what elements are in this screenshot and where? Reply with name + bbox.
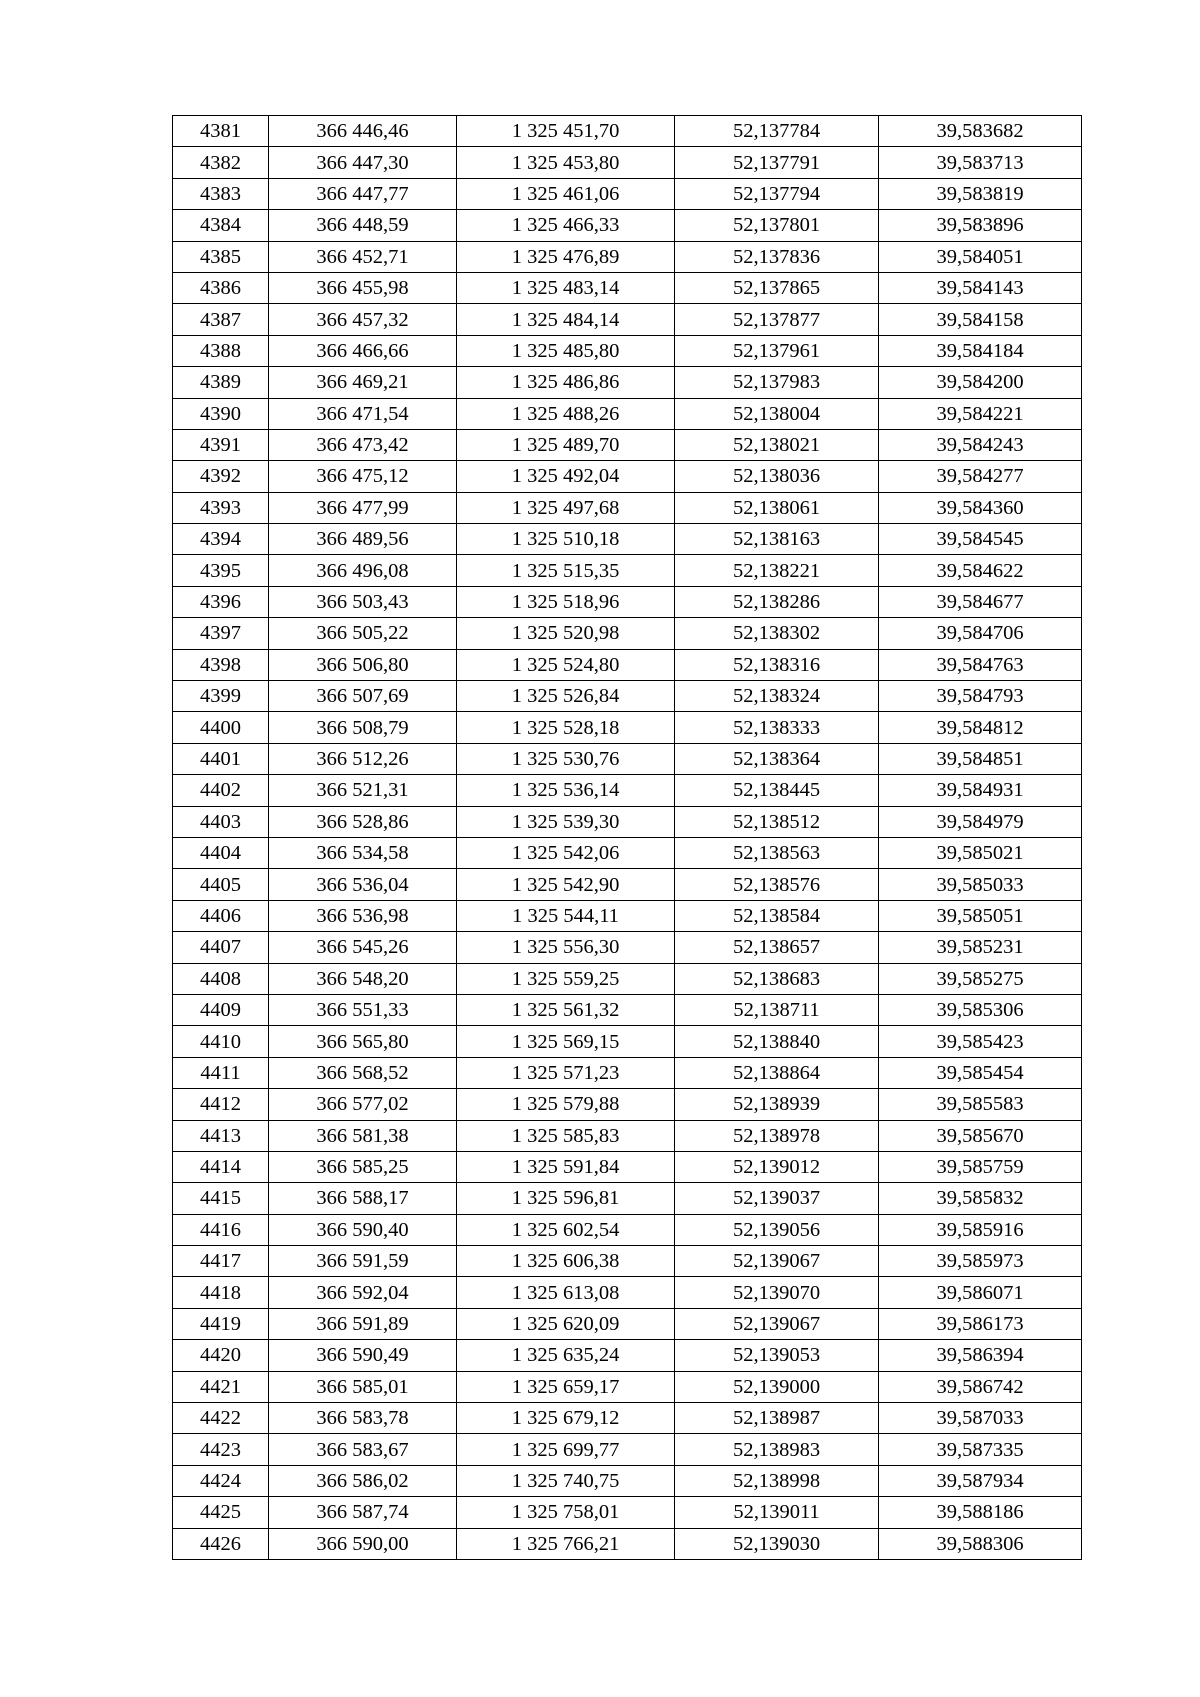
coord-y-cell: 1 325 561,32	[457, 994, 675, 1025]
point-number-cell: 4416	[173, 1214, 269, 1245]
longitude-cell: 39,586071	[879, 1277, 1082, 1308]
longitude-cell: 39,585275	[879, 963, 1082, 994]
latitude-cell: 52,137877	[675, 304, 879, 335]
table-row	[173, 994, 1082, 1025]
coord-x-cell: 366 565,80	[269, 1026, 457, 1057]
table-row	[173, 1057, 1082, 1088]
longitude-cell: 39,588306	[879, 1528, 1082, 1559]
coord-x-cell: 366 585,25	[269, 1151, 457, 1182]
table-row	[173, 681, 1082, 712]
longitude-cell: 39,584763	[879, 649, 1082, 680]
table-row	[173, 712, 1082, 743]
coord-y-cell: 1 325 484,14	[457, 304, 675, 335]
coord-y-cell: 1 325 613,08	[457, 1277, 675, 1308]
table-row	[173, 1403, 1082, 1434]
point-number-cell: 4396	[173, 586, 269, 617]
point-number-cell: 4384	[173, 210, 269, 241]
table-row	[173, 775, 1082, 806]
coord-x-cell: 366 506,80	[269, 649, 457, 680]
coord-x-cell: 366 489,56	[269, 524, 457, 555]
point-number-cell: 4423	[173, 1434, 269, 1465]
latitude-cell: 52,138563	[675, 837, 879, 868]
table-row	[173, 900, 1082, 931]
table-row	[173, 241, 1082, 272]
coord-y-cell: 1 325 635,24	[457, 1340, 675, 1371]
latitude-cell: 52,138364	[675, 743, 879, 774]
coord-x-cell: 366 583,67	[269, 1434, 457, 1465]
table-row	[173, 932, 1082, 963]
coord-x-cell: 366 473,42	[269, 429, 457, 460]
longitude-cell: 39,584677	[879, 586, 1082, 617]
coord-x-cell: 366 590,49	[269, 1340, 457, 1371]
longitude-cell: 39,584812	[879, 712, 1082, 743]
longitude-cell: 39,588186	[879, 1497, 1082, 1528]
latitude-cell: 52,138978	[675, 1120, 879, 1151]
coord-x-cell: 366 469,21	[269, 367, 457, 398]
point-number-cell: 4419	[173, 1308, 269, 1339]
latitude-cell: 52,139011	[675, 1497, 879, 1528]
coord-y-cell: 1 325 530,76	[457, 743, 675, 774]
longitude-cell: 39,584243	[879, 429, 1082, 460]
coord-x-cell: 366 583,78	[269, 1403, 457, 1434]
coord-y-cell: 1 325 526,84	[457, 681, 675, 712]
coord-y-cell: 1 325 485,80	[457, 335, 675, 366]
coord-y-cell: 1 325 585,83	[457, 1120, 675, 1151]
point-number-cell: 4382	[173, 147, 269, 178]
latitude-cell: 52,139067	[675, 1246, 879, 1277]
point-number-cell: 4403	[173, 806, 269, 837]
table-row	[173, 1465, 1082, 1496]
point-number-cell: 4397	[173, 618, 269, 649]
coord-y-cell: 1 325 488,26	[457, 398, 675, 429]
point-number-cell: 4391	[173, 429, 269, 460]
longitude-cell: 39,585231	[879, 932, 1082, 963]
longitude-cell: 39,585306	[879, 994, 1082, 1025]
coord-y-cell: 1 325 591,84	[457, 1151, 675, 1182]
latitude-cell: 52,139053	[675, 1340, 879, 1371]
point-number-cell: 4411	[173, 1057, 269, 1088]
latitude-cell: 52,138683	[675, 963, 879, 994]
longitude-cell: 39,586394	[879, 1340, 1082, 1371]
point-number-cell: 4405	[173, 869, 269, 900]
coord-y-cell: 1 325 596,81	[457, 1183, 675, 1214]
longitude-cell: 39,584158	[879, 304, 1082, 335]
latitude-cell: 52,139070	[675, 1277, 879, 1308]
coord-x-cell: 366 503,43	[269, 586, 457, 617]
longitude-cell: 39,584979	[879, 806, 1082, 837]
longitude-cell: 39,585033	[879, 869, 1082, 900]
coord-y-cell: 1 325 486,86	[457, 367, 675, 398]
latitude-cell: 52,137865	[675, 272, 879, 303]
longitude-cell: 39,584851	[879, 743, 1082, 774]
latitude-cell: 52,138840	[675, 1026, 879, 1057]
latitude-cell: 52,138512	[675, 806, 879, 837]
coord-x-cell: 366 581,38	[269, 1120, 457, 1151]
longitude-cell: 39,584622	[879, 555, 1082, 586]
coord-x-cell: 366 591,59	[269, 1246, 457, 1277]
coord-x-cell: 366 505,22	[269, 618, 457, 649]
coord-y-cell: 1 325 602,54	[457, 1214, 675, 1245]
coordinates-table-body	[173, 116, 1082, 1560]
coord-y-cell: 1 325 510,18	[457, 524, 675, 555]
longitude-cell: 39,585832	[879, 1183, 1082, 1214]
coord-x-cell: 366 588,17	[269, 1183, 457, 1214]
longitude-cell: 39,587335	[879, 1434, 1082, 1465]
longitude-cell: 39,584051	[879, 241, 1082, 272]
coord-y-cell: 1 325 740,75	[457, 1465, 675, 1496]
coord-y-cell: 1 325 539,30	[457, 806, 675, 837]
coord-y-cell: 1 325 571,23	[457, 1057, 675, 1088]
coord-x-cell: 366 452,71	[269, 241, 457, 272]
table-row	[173, 1089, 1082, 1120]
point-number-cell: 4408	[173, 963, 269, 994]
longitude-cell: 39,585021	[879, 837, 1082, 868]
coord-x-cell: 366 536,04	[269, 869, 457, 900]
latitude-cell: 52,138324	[675, 681, 879, 712]
longitude-cell: 39,583682	[879, 116, 1082, 147]
point-number-cell: 4401	[173, 743, 269, 774]
latitude-cell: 52,138286	[675, 586, 879, 617]
coord-y-cell: 1 325 620,09	[457, 1308, 675, 1339]
table-row	[173, 304, 1082, 335]
table-row	[173, 555, 1082, 586]
table-row	[173, 837, 1082, 868]
coord-y-cell: 1 325 579,88	[457, 1089, 675, 1120]
coord-x-cell: 366 528,86	[269, 806, 457, 837]
point-number-cell: 4398	[173, 649, 269, 680]
point-number-cell: 4390	[173, 398, 269, 429]
coord-x-cell: 366 446,46	[269, 116, 457, 147]
coord-x-cell: 366 590,40	[269, 1214, 457, 1245]
latitude-cell: 52,138711	[675, 994, 879, 1025]
longitude-cell: 39,587033	[879, 1403, 1082, 1434]
coord-x-cell: 366 508,79	[269, 712, 457, 743]
latitude-cell: 52,138021	[675, 429, 879, 460]
coord-y-cell: 1 325 766,21	[457, 1528, 675, 1559]
table-row	[173, 1277, 1082, 1308]
coord-x-cell: 366 590,00	[269, 1528, 457, 1559]
latitude-cell: 52,138163	[675, 524, 879, 555]
table-row	[173, 1026, 1082, 1057]
coord-y-cell: 1 325 659,17	[457, 1371, 675, 1402]
coord-y-cell: 1 325 518,96	[457, 586, 675, 617]
table-row	[173, 429, 1082, 460]
coord-y-cell: 1 325 544,11	[457, 900, 675, 931]
coord-y-cell: 1 325 489,70	[457, 429, 675, 460]
latitude-cell: 52,138036	[675, 461, 879, 492]
point-number-cell: 4381	[173, 116, 269, 147]
latitude-cell: 52,137983	[675, 367, 879, 398]
latitude-cell: 52,138983	[675, 1434, 879, 1465]
point-number-cell: 4414	[173, 1151, 269, 1182]
longitude-cell: 39,584545	[879, 524, 1082, 555]
longitude-cell: 39,584184	[879, 335, 1082, 366]
table-row	[173, 1497, 1082, 1528]
point-number-cell: 4387	[173, 304, 269, 335]
table-row	[173, 178, 1082, 209]
point-number-cell: 4392	[173, 461, 269, 492]
latitude-cell: 52,137836	[675, 241, 879, 272]
coord-y-cell: 1 325 606,38	[457, 1246, 675, 1277]
latitude-cell: 52,138221	[675, 555, 879, 586]
table-row	[173, 461, 1082, 492]
longitude-cell: 39,584221	[879, 398, 1082, 429]
latitude-cell: 52,138864	[675, 1057, 879, 1088]
point-number-cell: 4388	[173, 335, 269, 366]
coord-y-cell: 1 325 679,12	[457, 1403, 675, 1434]
latitude-cell: 52,138576	[675, 869, 879, 900]
latitude-cell: 52,139037	[675, 1183, 879, 1214]
latitude-cell: 52,138445	[675, 775, 879, 806]
table-row	[173, 586, 1082, 617]
coord-x-cell: 366 512,26	[269, 743, 457, 774]
table-row	[173, 1434, 1082, 1465]
point-number-cell: 4393	[173, 492, 269, 523]
longitude-cell: 39,583713	[879, 147, 1082, 178]
point-number-cell: 4404	[173, 837, 269, 868]
coord-x-cell: 366 447,77	[269, 178, 457, 209]
longitude-cell: 39,585670	[879, 1120, 1082, 1151]
longitude-cell: 39,584143	[879, 272, 1082, 303]
point-number-cell: 4418	[173, 1277, 269, 1308]
coord-x-cell: 366 448,59	[269, 210, 457, 241]
point-number-cell: 4412	[173, 1089, 269, 1120]
point-number-cell: 4399	[173, 681, 269, 712]
point-number-cell: 4386	[173, 272, 269, 303]
coord-x-cell: 366 457,32	[269, 304, 457, 335]
coord-x-cell: 366 548,20	[269, 963, 457, 994]
coord-y-cell: 1 325 476,89	[457, 241, 675, 272]
latitude-cell: 52,137961	[675, 335, 879, 366]
latitude-cell: 52,138316	[675, 649, 879, 680]
longitude-cell: 39,584360	[879, 492, 1082, 523]
longitude-cell: 39,586173	[879, 1308, 1082, 1339]
point-number-cell: 4409	[173, 994, 269, 1025]
coord-x-cell: 366 477,99	[269, 492, 457, 523]
coord-x-cell: 366 536,98	[269, 900, 457, 931]
table-row	[173, 869, 1082, 900]
point-number-cell: 4389	[173, 367, 269, 398]
coord-y-cell: 1 325 559,25	[457, 963, 675, 994]
longitude-cell: 39,586742	[879, 1371, 1082, 1402]
coord-y-cell: 1 325 542,90	[457, 869, 675, 900]
point-number-cell: 4395	[173, 555, 269, 586]
coord-y-cell: 1 325 556,30	[457, 932, 675, 963]
coord-x-cell: 366 551,33	[269, 994, 457, 1025]
table-row	[173, 1340, 1082, 1371]
table-row	[173, 649, 1082, 680]
latitude-cell: 52,138004	[675, 398, 879, 429]
coord-x-cell: 366 568,52	[269, 1057, 457, 1088]
point-number-cell: 4402	[173, 775, 269, 806]
longitude-cell: 39,584931	[879, 775, 1082, 806]
coord-y-cell: 1 325 492,04	[457, 461, 675, 492]
point-number-cell: 4425	[173, 1497, 269, 1528]
coord-y-cell: 1 325 520,98	[457, 618, 675, 649]
point-number-cell: 4424	[173, 1465, 269, 1496]
table-row	[173, 1120, 1082, 1151]
point-number-cell: 4415	[173, 1183, 269, 1214]
table-row	[173, 524, 1082, 555]
table-row	[173, 1183, 1082, 1214]
table-row	[173, 1308, 1082, 1339]
point-number-cell: 4413	[173, 1120, 269, 1151]
coord-x-cell: 366 545,26	[269, 932, 457, 963]
coord-y-cell: 1 325 466,33	[457, 210, 675, 241]
latitude-cell: 52,139056	[675, 1214, 879, 1245]
longitude-cell: 39,585051	[879, 900, 1082, 931]
point-number-cell: 4385	[173, 241, 269, 272]
longitude-cell: 39,585759	[879, 1151, 1082, 1182]
table-row	[173, 116, 1082, 147]
latitude-cell: 52,137791	[675, 147, 879, 178]
coord-y-cell: 1 325 461,06	[457, 178, 675, 209]
coord-x-cell: 366 447,30	[269, 147, 457, 178]
point-number-cell: 4417	[173, 1246, 269, 1277]
table-row	[173, 1151, 1082, 1182]
point-number-cell: 4406	[173, 900, 269, 931]
coord-x-cell: 366 471,54	[269, 398, 457, 429]
coord-y-cell: 1 325 699,77	[457, 1434, 675, 1465]
latitude-cell: 52,138987	[675, 1403, 879, 1434]
coord-x-cell: 366 475,12	[269, 461, 457, 492]
latitude-cell: 52,138061	[675, 492, 879, 523]
table-row	[173, 806, 1082, 837]
coord-x-cell: 366 534,58	[269, 837, 457, 868]
point-number-cell: 4383	[173, 178, 269, 209]
point-number-cell: 4407	[173, 932, 269, 963]
coord-y-cell: 1 325 536,14	[457, 775, 675, 806]
longitude-cell: 39,585583	[879, 1089, 1082, 1120]
coord-x-cell: 366 592,04	[269, 1277, 457, 1308]
coord-x-cell: 366 586,02	[269, 1465, 457, 1496]
point-number-cell: 4422	[173, 1403, 269, 1434]
latitude-cell: 52,138333	[675, 712, 879, 743]
table-row	[173, 1214, 1082, 1245]
table-row	[173, 272, 1082, 303]
latitude-cell: 52,137784	[675, 116, 879, 147]
coord-x-cell: 366 587,74	[269, 1497, 457, 1528]
point-number-cell: 4421	[173, 1371, 269, 1402]
table-row	[173, 210, 1082, 241]
point-number-cell: 4400	[173, 712, 269, 743]
latitude-cell: 52,138302	[675, 618, 879, 649]
table-row	[173, 1246, 1082, 1277]
longitude-cell: 39,585423	[879, 1026, 1082, 1057]
point-number-cell: 4426	[173, 1528, 269, 1559]
table-row	[173, 963, 1082, 994]
coord-x-cell: 366 521,31	[269, 775, 457, 806]
longitude-cell: 39,583819	[879, 178, 1082, 209]
coord-y-cell: 1 325 497,68	[457, 492, 675, 523]
latitude-cell: 52,137794	[675, 178, 879, 209]
latitude-cell: 52,138584	[675, 900, 879, 931]
coord-y-cell: 1 325 542,06	[457, 837, 675, 868]
coord-y-cell: 1 325 758,01	[457, 1497, 675, 1528]
coord-x-cell: 366 585,01	[269, 1371, 457, 1402]
longitude-cell: 39,585454	[879, 1057, 1082, 1088]
latitude-cell: 52,139012	[675, 1151, 879, 1182]
table-row	[173, 335, 1082, 366]
table-row	[173, 743, 1082, 774]
longitude-cell: 39,587934	[879, 1465, 1082, 1496]
latitude-cell: 52,139000	[675, 1371, 879, 1402]
table-row	[173, 492, 1082, 523]
coord-y-cell: 1 325 451,70	[457, 116, 675, 147]
table-row	[173, 618, 1082, 649]
coord-x-cell: 366 591,89	[269, 1308, 457, 1339]
longitude-cell: 39,585973	[879, 1246, 1082, 1277]
latitude-cell: 52,138939	[675, 1089, 879, 1120]
longitude-cell: 39,585916	[879, 1214, 1082, 1245]
coord-y-cell: 1 325 453,80	[457, 147, 675, 178]
coord-x-cell: 366 507,69	[269, 681, 457, 712]
coord-x-cell: 366 466,66	[269, 335, 457, 366]
coordinates-table	[172, 115, 1082, 1560]
latitude-cell: 52,138998	[675, 1465, 879, 1496]
point-number-cell: 4394	[173, 524, 269, 555]
coord-x-cell: 366 455,98	[269, 272, 457, 303]
longitude-cell: 39,584793	[879, 681, 1082, 712]
table-row	[173, 398, 1082, 429]
longitude-cell: 39,584706	[879, 618, 1082, 649]
coord-y-cell: 1 325 483,14	[457, 272, 675, 303]
table-row	[173, 147, 1082, 178]
coord-x-cell: 366 496,08	[269, 555, 457, 586]
point-number-cell: 4410	[173, 1026, 269, 1057]
coord-y-cell: 1 325 524,80	[457, 649, 675, 680]
longitude-cell: 39,584277	[879, 461, 1082, 492]
coord-x-cell: 366 577,02	[269, 1089, 457, 1120]
table-row	[173, 367, 1082, 398]
table-row	[173, 1371, 1082, 1402]
latitude-cell: 52,138657	[675, 932, 879, 963]
longitude-cell: 39,583896	[879, 210, 1082, 241]
coord-y-cell: 1 325 569,15	[457, 1026, 675, 1057]
coord-y-cell: 1 325 528,18	[457, 712, 675, 743]
coord-y-cell: 1 325 515,35	[457, 555, 675, 586]
table-row	[173, 1528, 1082, 1559]
latitude-cell: 52,137801	[675, 210, 879, 241]
point-number-cell: 4420	[173, 1340, 269, 1371]
longitude-cell: 39,584200	[879, 367, 1082, 398]
latitude-cell: 52,139067	[675, 1308, 879, 1339]
latitude-cell: 52,139030	[675, 1528, 879, 1559]
